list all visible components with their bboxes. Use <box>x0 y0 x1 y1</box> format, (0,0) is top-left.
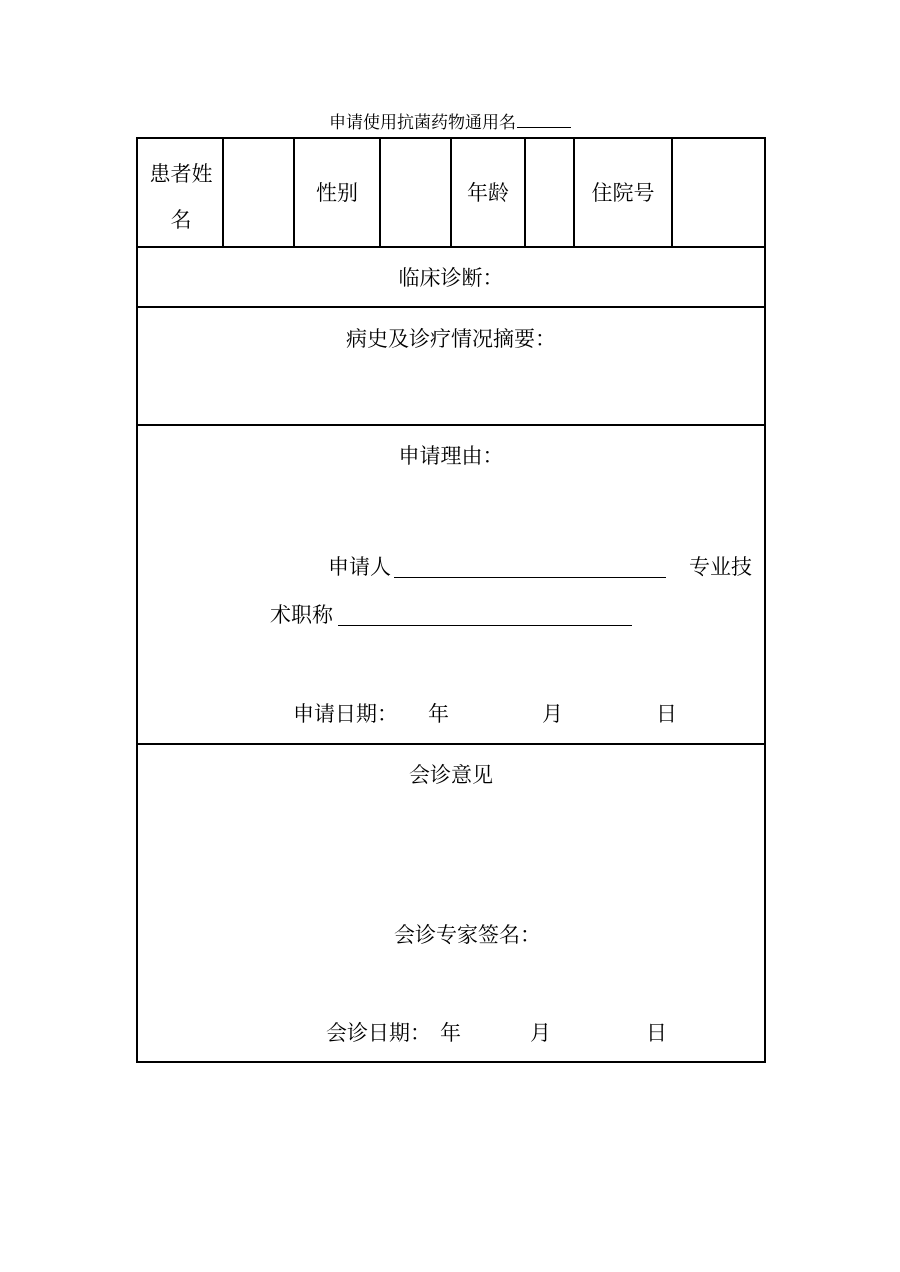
consult-date-label: 会诊日期： <box>326 1021 431 1045</box>
apply-date-day: 日 <box>656 702 677 726</box>
gender-field[interactable] <box>381 139 450 246</box>
patient-name-label-line1: 患者姓 <box>149 162 213 186</box>
professional-title-line[interactable] <box>338 625 632 626</box>
expert-signature-label: 会诊专家签名： <box>394 923 541 947</box>
row-divider <box>138 306 764 308</box>
professional-title-label-part2: 术职称 <box>270 603 333 627</box>
form-title <box>0 109 900 135</box>
applicant-signature-line[interactable] <box>394 577 666 578</box>
apply-date-label: 申请日期： <box>293 702 398 726</box>
drug-name-blank[interactable] <box>517 109 571 128</box>
clinical-diagnosis-label: 临床诊断： <box>398 266 504 290</box>
age-label: 年龄 <box>467 181 509 205</box>
consult-date-year: 年 <box>440 1021 461 1045</box>
professional-title-label-part1: 专业技 <box>689 555 752 579</box>
application-reason-label: 申请理由： <box>398 444 504 468</box>
history-summary-label: 病史及诊疗情况摘要： <box>346 327 556 351</box>
applicant-label: 申请人 <box>328 555 391 579</box>
apply-date-year: 年 <box>428 702 449 726</box>
gender-label: 性别 <box>316 181 358 205</box>
patient-name-label <box>138 151 224 243</box>
apply-date-month: 月 <box>542 702 563 726</box>
patient-name-field[interactable] <box>224 139 293 246</box>
age-field[interactable] <box>526 139 573 246</box>
form-title-text: 申请使用抗菌药物通用名 <box>329 113 516 133</box>
row-divider <box>138 246 764 248</box>
admission-number-field[interactable] <box>673 139 764 246</box>
patient-name-label-line2: 名 <box>170 208 192 232</box>
application-form <box>136 137 766 1063</box>
consultation-opinion-label: 会诊意见 <box>409 763 493 787</box>
consult-date-month: 月 <box>530 1021 551 1045</box>
row-divider <box>138 424 764 426</box>
row-divider <box>138 743 764 745</box>
admission-number-label: 住院号 <box>591 181 655 205</box>
consult-date-day: 日 <box>646 1021 667 1045</box>
